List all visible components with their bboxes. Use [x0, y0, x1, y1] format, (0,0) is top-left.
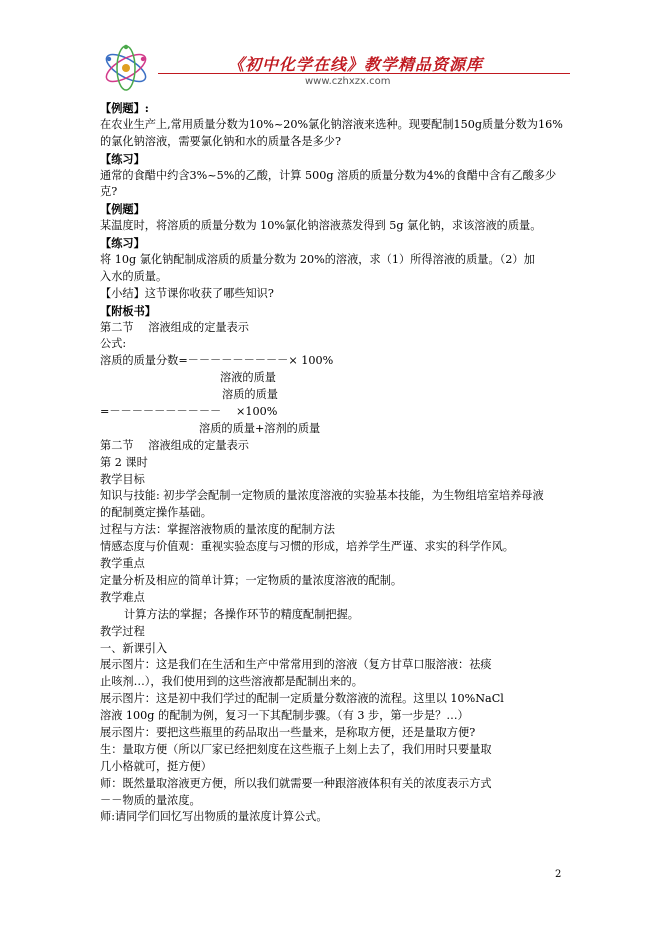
text-line: 的配制奠定操作基础。 [100, 506, 212, 520]
section-title: 第二节 溶液组成的定量表示 [100, 320, 249, 334]
formula-denominator: 溶液的质量 [220, 371, 276, 385]
text-line: 展示图片：这是初中我们学过的配制一定质量分数溶液的流程。这里以 10%NaCl [100, 692, 504, 706]
text-line: 在农业生产上,常用质量分数为10%~20%氯化钠溶液来选种。现要配制150g质量分数为16% [100, 117, 563, 131]
text-line: 将 10g 氯化钠配制成溶质的质量分数为 20%的溶液，求（1）所得溶液的质量。（2）加 [100, 253, 535, 267]
text-line: 知识与技能: 初步学会配制一定物质的量浓度溶液的实验基本技能，为生物组培室培养母液 [100, 489, 544, 503]
text-line: －－物质的量浓度。 [100, 793, 201, 807]
text-line: 展示图片：要把这些瓶里的药品取出一些量来，是称取方便，还是量取方便? [100, 725, 476, 739]
formula-numerator: 溶质的质量 [222, 388, 278, 402]
heading-example: 【例题】: [100, 101, 149, 115]
document-body [100, 100, 564, 826]
formula-line: 溶质的质量分数=－－－－－－－－－× 100% [100, 354, 334, 368]
text-line: 克? [100, 185, 118, 199]
text-line: 的氯化钠溶液，需要氯化钠和水的质量各是多少? [100, 134, 341, 148]
heading-board: 【附板书】 [100, 303, 156, 318]
heading-exercise: 【练习】 [100, 236, 145, 251]
text-line: 入水的质量。 [100, 269, 168, 283]
subheading: 教学难点 [100, 590, 145, 604]
text-line: 计算方法的掌握；各操作环节的精度配制把握。 [124, 607, 359, 621]
formula-denominator: 溶质的质量+溶剂的质量 [199, 421, 321, 435]
page-header [100, 40, 570, 98]
text-line: 某温度时，将溶质的质量分数为 10%氯化钠溶液蒸发得到 5g 氯化钠，求该溶液的质量。 [100, 219, 542, 233]
formula-label: 公式: [100, 337, 127, 351]
subheading: 教学目标 [100, 472, 145, 486]
text-line: 师：既然量取溶液更方便，所以我们就需要一种跟溶液体积有关的浓度表示方式 [100, 776, 492, 790]
subheading: 一、新课引入 [100, 641, 168, 655]
subheading: 教学重点 [100, 557, 145, 571]
header-title: 《初中化学在线》教学精品资源库 [228, 55, 484, 74]
text-line: 展示图片：这是我们在生活和生产中常常用到的溶液（复方甘草口服溶液：祛痰 [100, 658, 492, 672]
text-line: 情感态度与价值观：重视实验态度与习惯的形成，培养学生严谨、求实的科学作风。 [100, 540, 514, 554]
text-line: 过程与方法：掌握溶液物质的量浓度的配制方法 [100, 523, 335, 537]
text-line: 溶液 100g 的配制为例，复习一下其配制步骤。（有 3 步，第一步是？…） [100, 709, 469, 723]
text-line: 几小格就可，挺方便） [100, 759, 212, 773]
text-line: 止咳剂…），我们使用到的这些溶液都是配制出来的。 [100, 675, 363, 689]
heading-example: 【例题】 [100, 202, 145, 217]
header-url: www.czhxzx.com [305, 76, 391, 87]
lesson-number: 第 2 课时 [100, 455, 148, 469]
summary-line: 【小结】这节课你收获了哪些知识? [100, 286, 274, 300]
text-line: 生：量取方便（所以厂家已经把刻度在这些瓶子上刻上去了，我们用时只要量取 [100, 742, 492, 756]
formula-line: =－－－－－－－－－－ ×100% [100, 405, 278, 419]
text-line: 通常的食醋中约含3%~5%的乙酸，计算 500g 溶质的质量分数为4%的食醋中含有乙酸多少 [100, 168, 557, 182]
text-line: 定量分析及相应的简单计算；一定物质的量浓度溶液的配制。 [100, 573, 403, 587]
subheading: 教学过程 [100, 624, 145, 638]
text-line: 师:请同学们回忆写出物质的量浓度计算公式。 [100, 810, 328, 824]
atom-logo-icon [100, 42, 152, 94]
section-title: 第二节 溶液组成的定量表示 [100, 438, 249, 452]
page-number: 2 [555, 869, 562, 880]
heading-exercise: 【练习】 [100, 151, 145, 166]
